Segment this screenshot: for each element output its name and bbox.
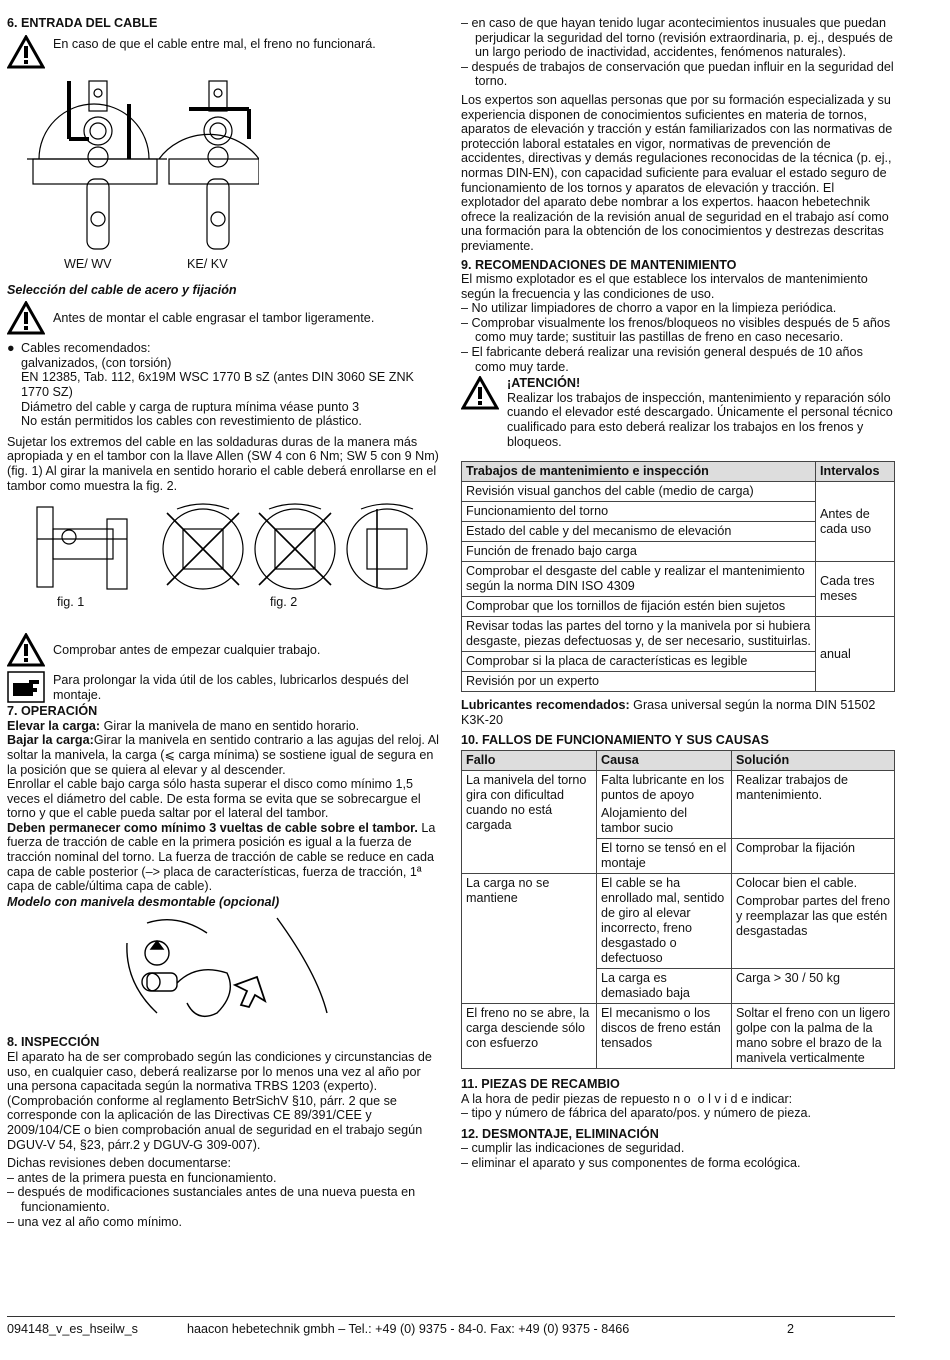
cause-cell — [597, 771, 732, 839]
cause-text: Falta lubricante en los puntos de apoyo — [601, 773, 725, 802]
turns-text — [7, 821, 445, 894]
recommended-cables — [7, 341, 445, 429]
list-item: – eliminar el aparato y sus componentes de forma ecológica. — [461, 1155, 801, 1170]
table-row — [462, 1004, 895, 1069]
warning-text: En caso de que el cable entre mal, el freno no funcionará. — [53, 36, 376, 51]
left-column — [7, 16, 445, 1229]
drum-rotation-icon — [7, 499, 437, 595]
maintenance-table — [461, 461, 895, 692]
lubricants-text — [461, 698, 895, 727]
table-header: Solución — [732, 751, 895, 771]
list-item: – tipo y número de fábrica del aparato/pos. y número de pieza. — [461, 1106, 812, 1121]
fault-cell: La carga no se mantiene — [462, 874, 597, 1004]
fault-cell: El freno no se abre, la carga desciende sólo con esfuerzo — [462, 1004, 597, 1069]
document-code: 094148_v_es_hseilw_s — [7, 1322, 138, 1336]
lower-load-label: Bajar la carga: — [7, 733, 94, 748]
attention-text: Realizar los trabajos de inspección, mantenimiento y reparación sólo cuando el elevador esté descargado. Únicamente el personal técnico cualificado para esto deberá realizar los trabajos en los frenos y bloqueos. — [507, 390, 893, 449]
table-cell: Comprobar que los tornillos de fijación estén bien sujetos — [462, 597, 816, 617]
cable-line: EN 12385, Tab. 112, 6x19M WSC 1770 B sZ (antes DIN 3060 SE ZNK — [21, 370, 414, 385]
interval-cell: Antes de cada uso — [816, 482, 895, 562]
lower-load-desc: Girar la manivela en sentido contrario a las agujas del reloj. Al soltar la manivela, la carga (⩽ carga mínima) se sostiene igual de segura en la posición que se quiera al elevar y al descender. — [7, 733, 439, 777]
section-7-title: 7. OPERACIÓN — [7, 704, 98, 719]
raise-load-label: Elevar la carga: — [7, 718, 101, 733]
table-row — [462, 771, 895, 839]
table-cell: Revisión visual ganchos del cable (medio de carga) — [462, 482, 816, 502]
table-cell: Comprobar si la placa de características es legible — [462, 652, 816, 672]
table-header: Intervalos — [816, 462, 895, 482]
solution-cell: Realizar trabajos de mantenimiento. — [732, 771, 895, 839]
interval-cell: Cada tres meses — [816, 562, 895, 617]
inspection-text: El aparato ha de ser comprobado según las condiciones y circunstancias de uso, en cualquier caso, deberá realizarse por lo menos una vez al año por una persona capacitada según la normativa TRBS 1203 (experto). (Comprobación conforme al reglamento BetrSichV §10, párr. 2 que se corresponde con la aplicación de las Directivas CE 89/391/CEE y 2009/104/CE o bien comprobación anual de seguridad en el trabajo según DGUV-V 54, §23, párr.2 y DGUV-G 309-007). — [7, 1050, 432, 1152]
interval-cell: anual — [816, 617, 895, 692]
maintenance-text: El mismo explotador es el que establece los intervalos de mantenimiento según la frecuencia y las condiciones de uso. — [461, 272, 868, 301]
document-text: Dichas revisiones deben documentarse: — [7, 1156, 232, 1171]
cable-line: galvanizados, (con torsión) — [21, 355, 172, 370]
list-item: – cumplir las indicaciones de seguridad. — [461, 1141, 685, 1156]
section-9-title: 9. RECOMENDACIONES DE MANTENIMIENTO — [461, 257, 737, 272]
warning-triangle-icon — [461, 376, 499, 410]
experts-paragraph: Los expertos son aquellas personas que por su formación especializada y su experiencia disponen de conocimientos suficientes en materia de tornos, aparatos de elevación y tracción y están familiarizados con las normativas de protección laboral estatales en vigor, normativas de prevención de accidentes, directivas y demás regulaciones reconocidas de la técnica (p. ej., normas DIN-EN), con capacidad suficiente para evaluar el estado seguro de funcionamiento de los tornos y aparatos de elevación y tracción. El explotador del aparato debe nombrar a los expertos. haacon hebetechnik ofrece la realización de la revisión anual de seguridad en el trabajo así como una formación para la obtención de los conocimientos y destrezas descritas previamente. — [461, 92, 893, 253]
raise-load-text — [7, 719, 445, 734]
cable-entry-figure — [7, 79, 445, 269]
spare-parts-text: A la hora de pedir piezas de repuesto n o o l v i d e indicar: — [461, 1091, 793, 1106]
table-header: Fallo — [462, 751, 597, 771]
wind-cable-text: Enrollar el cable bajo carga sólo hasta superar el disco como mínimo 1,5 veces el diámetro del cable. De esta forma se evita que se sobrecargue el torno y que el cable pueda saltar por el lateral del tambor. — [7, 777, 421, 821]
winch-drawing-icon — [19, 79, 259, 259]
table-cell: Revisión por un experto — [462, 672, 816, 692]
page-footer — [7, 1316, 895, 1336]
figure-label-we: WE/ WV — [64, 256, 112, 271]
section-6-title: 6. ENTRADA DEL CABLE — [7, 16, 158, 30]
raise-load-desc: Girar la manivela de mano en sentido horario. — [100, 718, 360, 733]
turns-desc: La fuerza de tracción de cable en la primera posición es igual a la fuerza de tracción nominal del torno. La fuerza de tracción de cable se reduce en cada capa de cable posterior (–> placa de características, fuerza de tracción, 1ª capa de cable/última capa de cable). — [7, 820, 436, 894]
fixing-paragraph: Sujetar los extremos del cable en las soldaduras duras de la manera más apropiada y en el tambor con la llave Allen (SW 4 con 6 Nm; SW 5 con 9 Nm) (fig. 1) Al girar la manivela en sentido horario el cable deberá enrollarse en el tambor como muestra la fig. 2. — [7, 434, 439, 493]
crank-hand-icon — [117, 913, 337, 1021]
section-12-title: 12. DESMONTAJE, ELIMINACIÓN — [461, 1126, 659, 1141]
hint-text: Para prolongar la vida útil de los cables, lubricarlos después del montaje. — [53, 673, 409, 702]
warning-triangle-icon — [7, 35, 45, 69]
table-header: Causa — [597, 751, 732, 771]
fault-cell: La manivela del torno gira con dificultad cuando no está cargada — [462, 771, 597, 874]
company-contact: haacon hebetechnik gmbh – Tel.: +49 (0) 9375 - 84-0. Fax: +49 (0) 9375 - 8466 — [187, 1322, 630, 1336]
table-cell: Comprobar el desgaste del cable y realizar el mantenimiento según la norma DIN ISO 4309 — [462, 562, 816, 597]
bullet-icon: ● — [7, 341, 15, 356]
lubricants-desc: Grasa universal según la norma DIN 51502 K3K-20 — [461, 698, 876, 727]
table-cell: Estado del cable y del mecanismo de elevación — [462, 522, 816, 542]
warning-grease — [7, 301, 445, 335]
section-11-title: 11. PIEZAS DE RECAMBIO — [461, 1077, 620, 1091]
table-row — [462, 617, 895, 652]
solution-cell: Soltar el freno con un ligero golpe con la palma de la mano sobre el brazo de la manivela verticalmente — [732, 1004, 895, 1069]
figure-label-fig2: fig. 2 — [270, 595, 298, 610]
list-item: – después de trabajos de conservación que puedan influir en la seguridad del torno. — [461, 59, 894, 89]
warning-cable-entry — [7, 35, 445, 69]
solution-cell: Comprobar la fijación — [732, 839, 895, 874]
cause-text: Alojamiento del tambor sucio — [601, 806, 688, 835]
figure-label-fig1: fig. 1 — [57, 595, 85, 610]
table-header-row — [462, 751, 895, 771]
warning-triangle-icon — [7, 301, 45, 335]
table-cell: Revisar todas las partes del torno y la manivela por si hubiera desgaste, piezas defectuosas y, de ser necesario, sustituirlas. — [462, 617, 816, 652]
removable-crank-figure — [7, 913, 445, 1023]
pointing-hand-icon — [7, 671, 45, 703]
cable-line: Diámetro del cable y carga de ruptura mínima véase punto 3 — [21, 399, 360, 414]
hint-lubricate — [7, 671, 445, 703]
cable-line: No están permitidos los cables con revestimiento de plástico. — [21, 414, 362, 429]
lubricants-label: Lubricantes recomendados: — [461, 698, 630, 713]
solution-cell — [732, 874, 895, 969]
table-row — [462, 874, 895, 969]
cable-line: 1770 SZ) — [21, 384, 73, 399]
cable-selection-title: Selección del cable de acero y fijación — [7, 282, 237, 297]
list-item: – después de modificaciones sustanciales antes de una nueva puesta en funcionamiento. — [7, 1185, 416, 1214]
faults-table — [461, 750, 895, 1069]
removable-crank-title: Modelo con manivela desmontable (opcional) — [7, 894, 280, 909]
list-item: – El fabricante deberá realizar una revisión general después de 10 años como muy tarde. — [461, 345, 863, 374]
attention-title: ¡ATENCIÓN! — [507, 376, 581, 391]
cause-cell: La carga es demasiado baja — [597, 969, 732, 1004]
cause-cell: El mecanismo o los discos de freno están tensados — [597, 1004, 732, 1069]
list-item: – No utilizar limpiadores de chorro a vapor en la limpieza periódica. — [461, 301, 837, 316]
table-row — [462, 482, 895, 502]
table-header-row — [462, 462, 895, 482]
turns-label: Deben permanecer como mínimo 3 vueltas de cable sobre el tambor. — [7, 820, 418, 835]
attention-warning — [461, 376, 895, 449]
table-cell: Función de frenado bajo carga — [462, 542, 816, 562]
warning-text: Comprobar antes de empezar cualquier trabajo. — [53, 643, 321, 658]
table-row — [462, 562, 895, 597]
warning-triangle-icon — [7, 633, 45, 667]
cause-cell: El cable se ha enrollado mal, sentido de giro al elevar incorrecto, freno desgastado o defectuoso — [597, 874, 732, 969]
warning-text: Antes de montar el cable engrasar el tambor ligeramente. — [53, 311, 375, 326]
warning-check — [7, 633, 445, 667]
list-item: – una vez al año como mínimo. — [7, 1214, 183, 1229]
figure-label-ke: KE/ KV — [187, 256, 228, 271]
lower-load-text — [7, 733, 445, 777]
section-10-title: 10. FALLOS DE FUNCIONAMIENTO Y SUS CAUSAS — [461, 733, 769, 748]
solution-text: Comprobar partes del freno y reemplazar las que estén desgastadas — [736, 894, 891, 938]
solution-cell: Carga > 30 / 50 kg — [732, 969, 895, 1004]
solution-text: Colocar bien el cable. — [736, 876, 858, 890]
fig1-fig2-drawing — [7, 499, 445, 611]
page-number: 2 — [787, 1322, 795, 1336]
cable-line: Cables recomendados: — [21, 341, 151, 356]
list-item: – en caso de que hayan tenido lugar acontecimientos inusuales que puedan perjudicar la seguridad del torno (revisión extraordinaria, p. ej., después de un largo periodo de inactividad, accidentes, fenómenos naturales). — [461, 16, 893, 60]
list-item: – Comprobar visualmente los frenos/bloqueos no visibles después de 5 años como muy tarde; sustituir las pastillas de freno en caso necesario. — [461, 315, 891, 345]
cause-cell: El torno se tensó en el montaje — [597, 839, 732, 874]
list-item: – antes de la primera puesta en funcionamiento. — [7, 1170, 277, 1185]
table-header: Trabajos de mantenimiento e inspección — [462, 462, 816, 482]
right-column — [461, 16, 895, 1171]
table-cell: Funcionamiento del torno — [462, 502, 816, 522]
section-8-title: 8. INSPECCIÓN — [7, 1035, 100, 1050]
